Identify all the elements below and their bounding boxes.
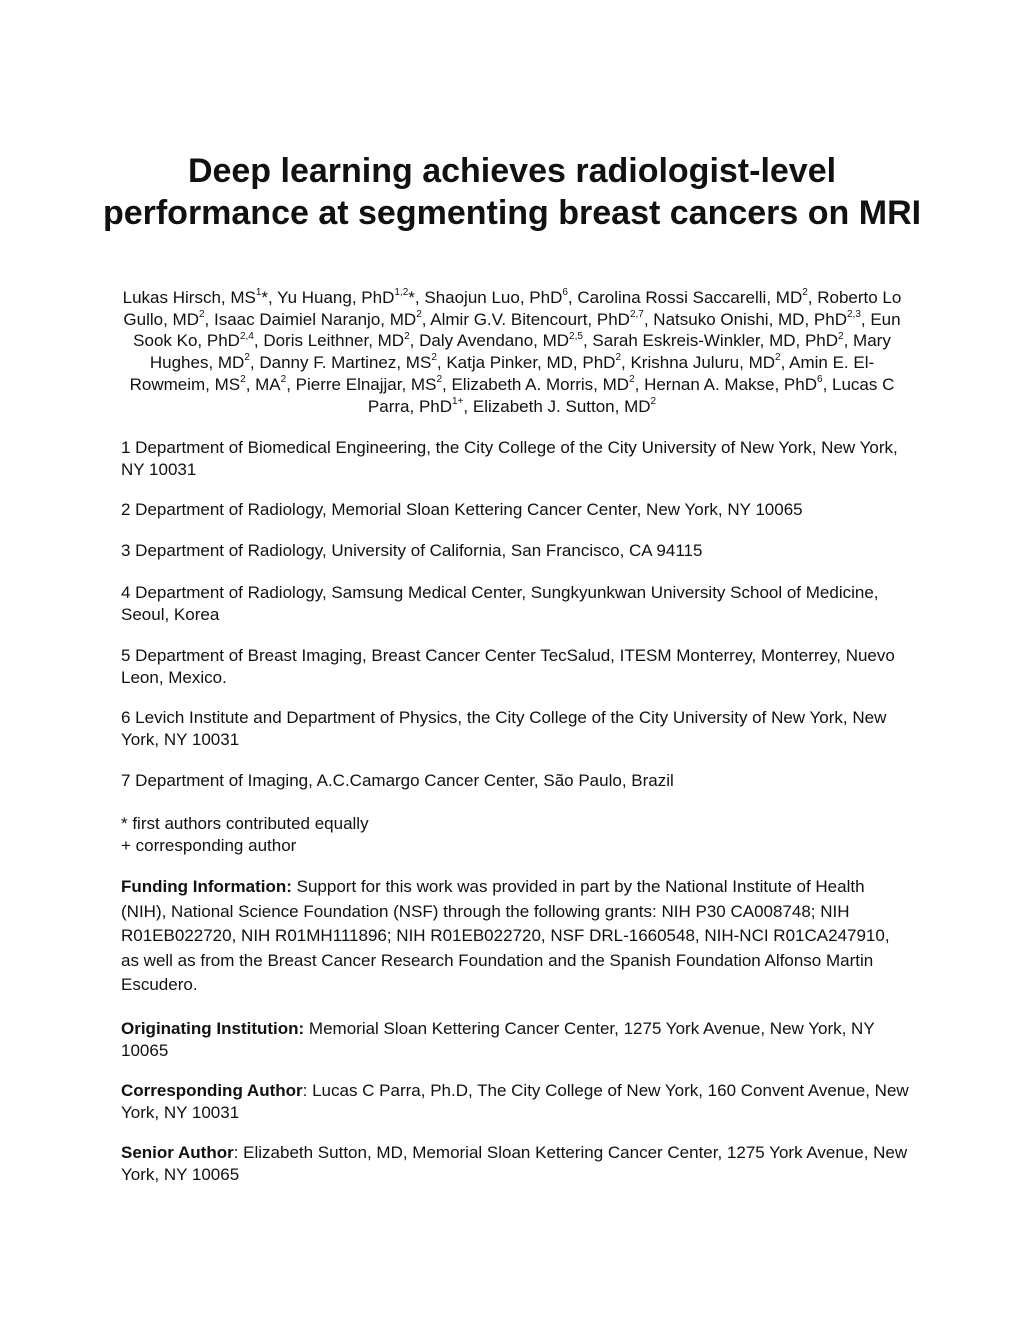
senior-author bbox=[121, 1142, 911, 1185]
corresponding-author-note: + corresponding author bbox=[121, 835, 297, 855]
author: Eun Sook Ko, PhD$^{2,4}$ bbox=[133, 309, 901, 351]
originating-label: Originating Institution: bbox=[121, 1019, 305, 1038]
author: Lukas Hirsch, $MS^1*$ bbox=[122, 287, 269, 307]
funding-information bbox=[121, 875, 911, 998]
author: Isaac Daimiel Naranjo, $MD^2$ bbox=[214, 309, 422, 329]
originating-institution bbox=[121, 1018, 911, 1061]
funding-label: Funding Information: bbox=[121, 877, 292, 896]
affiliation-6: 6 Levich Institute and Department of Physics, the City College of the City University of New York, New York, NY 10031 bbox=[121, 708, 887, 749]
paper-title: Deep learning achieves radiologist-level performance at segmenting breast cancers on MRI bbox=[102, 152, 922, 232]
author: Yu Huang, PhD$^{1,2}$* bbox=[277, 287, 415, 307]
author: $MA^2$ bbox=[255, 374, 287, 394]
author: Danny F. Martinez, $MS^2$ bbox=[259, 352, 437, 373]
author: Pierre Elnajjar, $MS^2$ bbox=[295, 374, 442, 394]
author: Elizabeth A. Morris, $MD^2$ bbox=[451, 374, 635, 394]
affiliation-7: 7 Department of Imaging, A.C.Camargo Cancer Center, São Paulo, Brazil bbox=[121, 771, 674, 790]
senior-text: : Elizabeth Sutton, MD, Memorial Sloan Kettering Cancer Center, 1275 York Avenue, New York, NY 10065 bbox=[121, 1143, 908, 1184]
author: Elizabeth J. Sutton, $MD^2$ bbox=[472, 395, 657, 416]
author: Natsuko Onishi, MD, PhD$^{2,3}$ bbox=[653, 309, 861, 329]
affiliation-3: 3 Department of Radiology, University of California, San Francisco, CA 94115 bbox=[121, 541, 703, 560]
affiliation-1: 1 Department of Biomedical Engineering, the City College of the City University of New York, New York, NY 10031 bbox=[121, 438, 898, 479]
funding-text: Support for this work was provided in part by the National Institute of Health (NIH), National Science Foundation (NSF) through the following grants: NIH P30 CA008748; NIH R01EB022720, NIH R01MH111896; NIH R01EB022720, NSF DRL-1660548, NIH-NCI R01CA247910, as well as from the Breast Cancer Research Foundation and the Spanish Foundation Alfonso Martin Escudero. bbox=[121, 877, 890, 994]
author: Amin E. El-Rowmeim, $MS^2$ bbox=[129, 353, 875, 394]
affiliation-2: 2 Department of Radiology, Memorial Sloan Kettering Cancer Center, New York, NY 10065 bbox=[121, 500, 803, 519]
senior-label: Senior Author bbox=[121, 1143, 234, 1162]
author: Almir G.V. Bitencourt, PhD$^{2,7}$ bbox=[430, 309, 644, 329]
author: Katja Pinker, MD, PhD$^2$ bbox=[446, 352, 622, 373]
author: Doris Leithner, $MD^2$ bbox=[263, 330, 410, 351]
affiliation-4: 4 Department of Radiology, Samsung Medical Center, Sungkyunkwan University School of Medicine, Seoul, Korea bbox=[121, 583, 879, 624]
equal-contribution-note: * first authors contributed equally bbox=[121, 814, 369, 833]
corresponding-label: Corresponding Author bbox=[121, 1081, 303, 1100]
author: Krishna Juluru, $MD^2$ bbox=[630, 352, 781, 373]
affiliation-5: 5 Department of Breast Imaging, Breast Cancer Center TecSalud, ITESM Monterrey, Monterrey, Nuevo Leon, Mexico. bbox=[121, 646, 895, 687]
author: Mary Hughes, $MD^2$ bbox=[149, 331, 891, 373]
originating-text: Memorial Sloan Kettering Cancer Center, 1275 York Avenue, New York, NY 10065 bbox=[121, 1019, 875, 1060]
author-notes bbox=[121, 813, 911, 856]
author: Lucas C Parra, PhD$^{1+}$ bbox=[367, 374, 895, 416]
author: Carolina Rossi Saccarelli, $MD^2$ bbox=[577, 287, 808, 307]
corresponding-author bbox=[121, 1080, 911, 1123]
author: Daly Avendano, MD$^{2,5}$ bbox=[419, 330, 583, 351]
author: Shaojun Luo, PhD$^6$ bbox=[424, 287, 568, 307]
corresponding-text: : Lucas C Parra, Ph.D, The City College of New York, 160 Convent Avenue, New York, NY 10031 bbox=[121, 1081, 909, 1122]
author: Hernan A. Makse, PhD$^6$ bbox=[644, 374, 823, 394]
author: Roberto Lo Gullo, $MD^2$ bbox=[123, 288, 902, 329]
author: Sarah Eskreis-Winkler, MD, PhD$^2$ bbox=[592, 330, 844, 351]
author-list: Lukas Hirsch, $MS^1*$, Yu Huang, PhD$^{1,2}$*, Shaojun Luo, PhD$^6$, Carolina Rossi Saccarelli, $MD^2$, Roberto Lo Gullo, $MD^2$, Isaac Daimiel Naranjo, $MD^2$, Almir G.V. Bitencourt, PhD$^{2,7}$, Natsuko Onishi, MD, PhD$^{2,3}$, Eun Sook Ko, PhD$^{2,4}$, Doris Leithner, $MD^2$, Daly Avendano, MD$^{2,5}$, Sarah Eskreis-Winkler, MD, PhD$^2$, Mary Hughes, $MD^2$, Danny F. Martinez, $MS^2$, Katja Pinker, MD, PhD$^2$, Krishna Juluru, $MD^2$, Amin E. El-Rowmeim, $MS^2$, $MA^2$, Pierre Elnajjar, $MS^2$, Elizabeth A. Morris, $MD^2$, Hernan A. Makse, PhD$^6$, Lucas C Parra, PhD$^{1+}$, Elizabeth J. Sutton, $MD^2$ bbox=[122, 287, 902, 416]
